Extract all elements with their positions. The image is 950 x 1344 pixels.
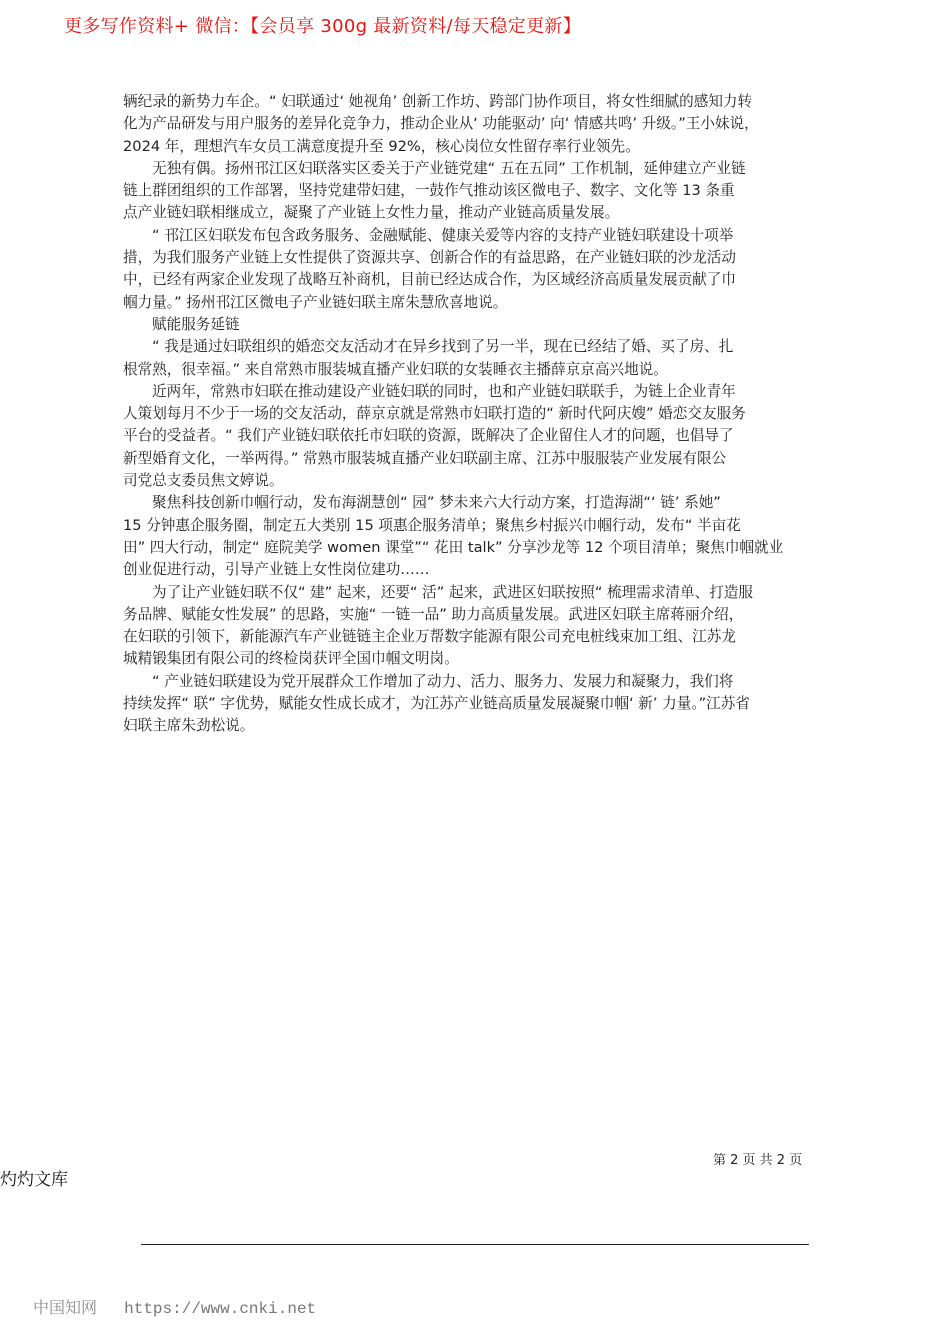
text-line: 为了让产业链妇联不仅“ 建” 起来，还要“ 活” 起来，武进区妇联按照“ 梳理需求清单、打造服 — [152, 583, 753, 601]
text-line: 无独有偶。扬州邗江区妇联落实区委关于产业链党建“ 五在五同” 工作机制，延伸建立产业链 — [152, 159, 746, 177]
paragraph — [123, 582, 833, 671]
paragraph — [123, 381, 833, 492]
text-line: 新型婚育文化，一举两得。” 常熟市服装城直播产业妇联副主席、江苏中服服装产业发展有限公 — [123, 449, 727, 467]
text-line: 持续发挥“ 联” 字优势，赋能女性成长成才，为江苏产业链高质量发展凝聚巾帼‘ 新’ 力量。”江苏省 — [123, 695, 750, 713]
text-line: 链上群团组织的工作部署，坚持党建带妇建，一鼓作气推动该区微电子、数字、文化等 13 条重 — [123, 182, 735, 200]
text-line: 田” 四大行动，制定“ 庭院美学 women 课堂”“ 花田 talk” 分享沙龙等 12 个项目清单；聚焦巾帼就业 — [123, 538, 784, 556]
paragraph — [123, 671, 833, 738]
section-heading — [123, 314, 833, 336]
text-line: “ 邗江区妇联发布包含政务服务、金融赋能、健康关爱等内容的支持产业链妇联建设十项举 — [152, 226, 734, 244]
source-attribution — [33, 1295, 316, 1318]
text-line: 2024 年，理想汽车女员工满意度提升至 92%，核心岗位女性留存率行业领先。 — [123, 137, 640, 155]
text-line: 根常熟，很幸福。” 来自常熟市服装城直播产业妇联的女装睡衣主播薛京京高兴地说。 — [123, 360, 668, 378]
text-line: 务品牌、赋能女性发展” 的思路，实施“ 一链一品” 助力高质量发展。武进区妇联主席蒋丽介绍， — [123, 605, 744, 623]
text-line: 司党总支委员焦文婷说。 — [123, 472, 284, 490]
text-line: 创业促进行动，引导产业链上女性岗位建功…… — [123, 561, 430, 579]
text-line: 点产业链妇联相继成立，凝聚了产业链上女性力量，推动产业链高质量发展。 — [123, 204, 620, 222]
text-line: 赋能服务延链 — [152, 315, 240, 333]
text-line: 15 分钟惠企服务圈，制定五大类别 15 项惠企服务清单；聚焦乡村振兴巾帼行动，发布“ 半亩花 — [123, 516, 741, 534]
article-body — [123, 91, 833, 738]
source-name: 中国知网 — [33, 1298, 98, 1317]
text-line: 聚焦科技创新巾帼行动，发布海湖慧创“ 园” 梦未来六大行动方案，打造海湖“‘ 链’ 系她” — [152, 494, 721, 512]
text-line: 城精锻集团有限公司的终检岗获评全国巾帼文明岗。 — [123, 650, 459, 668]
paragraph — [123, 225, 833, 314]
page-indicator: 第 2 页 共 2 页 — [713, 1153, 803, 1168]
source-url-link[interactable]: https://www.cnki.net — [124, 1300, 317, 1318]
text-line: “ 产业链妇联建设为党开展群众工作增加了动力、活力、服务力、发展力和凝聚力，我们将 — [152, 672, 734, 690]
paragraph — [123, 158, 833, 225]
text-line: 措，为我们服务产业链上女性提供了资源共享、创新合作的有益思路，在产业链妇联的沙龙活动 — [123, 249, 736, 267]
text-line: 帼力量。” 扬州邗江区微电子产业链妇联主席朱慧欣喜地说。 — [123, 293, 508, 311]
promo-banner: 更多写作资料+ 微信：【会员享 300g 最新资料/每天稳定更新】 — [64, 16, 581, 37]
text-line: 在妇联的引领下，新能源汽车产业链链主企业万帮数字能源有限公司充电桩线束加工组、江苏龙 — [123, 628, 736, 646]
paragraph — [123, 91, 833, 158]
text-line: 人策划每月不少于一场的交友活动，薛京京就是常熟市妇联打造的“ 新时代阿庆嫂” 婚恋交友服务 — [123, 405, 746, 423]
text-line: 平台的受益者。“ 我们产业链妇联依托市妇联的资源，既解决了企业留住人才的问题，也倡导了 — [123, 427, 734, 445]
paragraph — [123, 492, 833, 581]
text-line: 妇联主席朱劲松说。 — [123, 717, 255, 735]
text-line: 化为产品研发与用户服务的差异化竞争力，推动企业从‘ 功能驱动’ 向‘ 情感共鸣’ 升级。”王小妹说， — [123, 115, 759, 133]
text-line: 辆纪录的新势力车企。“ 妇联通过‘ 她视角’ 创新工作坊、跨部门协作项目，将女性细腻的感知力转 — [123, 93, 753, 110]
footer-divider — [141, 1244, 809, 1245]
text-line: “ 我是通过妇联组织的婚恋交友活动才在异乡找到了另一半，现在已经结了婚、买了房、扎 — [152, 338, 734, 356]
paragraph — [123, 336, 833, 381]
text-line: 近两年，常熟市妇联在推动建设产业链妇联的同时，也和产业链妇联联手，为链上企业青年 — [152, 382, 736, 400]
library-name: 灼灼文库 — [0, 1170, 68, 1190]
text-line: 中，已经有两家企业发现了战略互补商机，目前已经达成合作，为区域经济高质量发展贡献了巾 — [123, 271, 736, 289]
